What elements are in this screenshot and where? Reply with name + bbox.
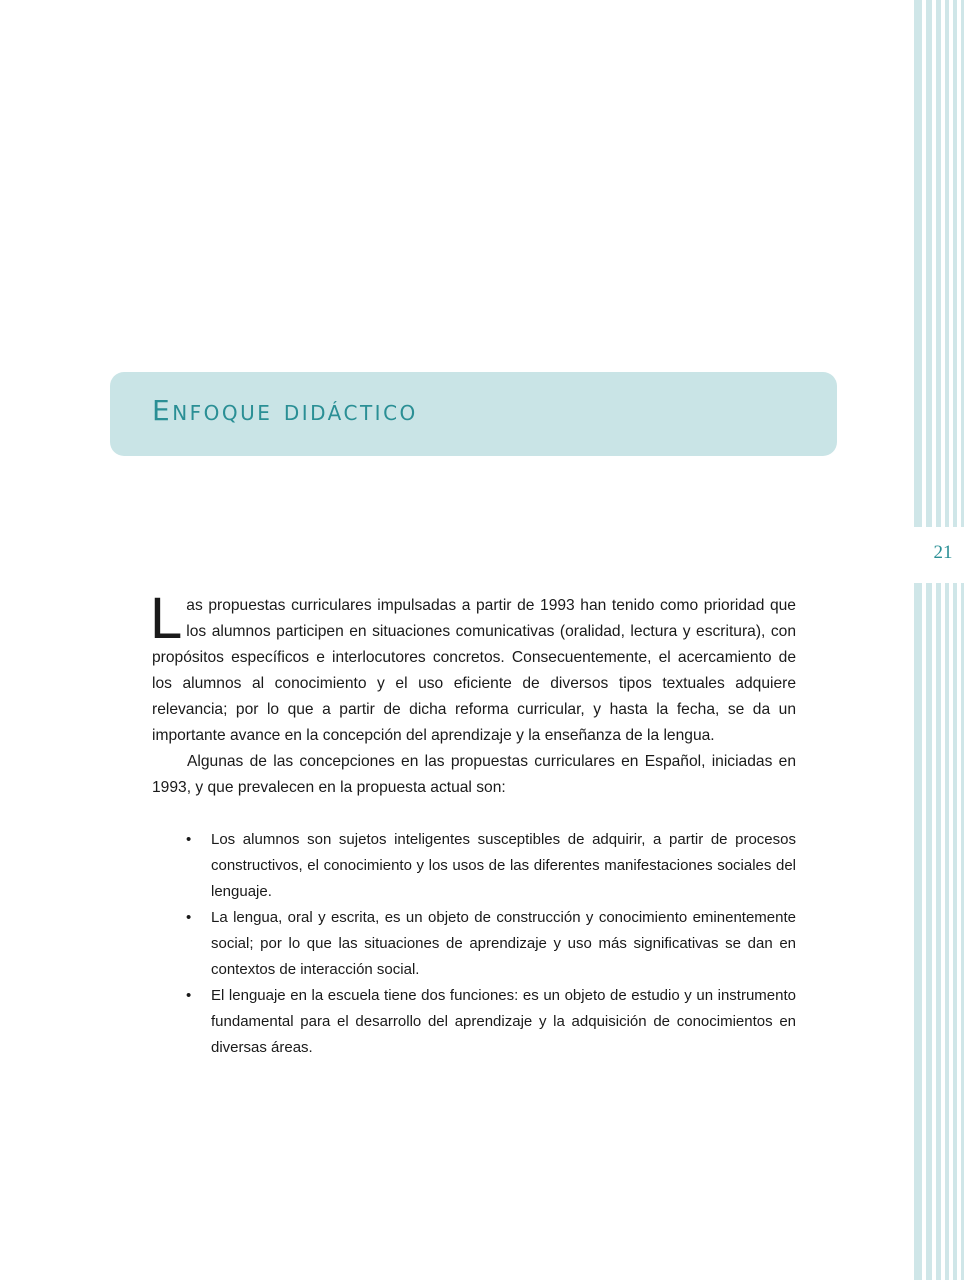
bullet-icon: • [186, 987, 192, 1004]
list-item [152, 827, 796, 905]
side-stripe [926, 0, 932, 1280]
list-item [152, 905, 796, 983]
section-title-banner [110, 372, 837, 456]
intro-paragraph-text: as propuestas curriculares impulsadas a partir de 1993 han tenido como prioridad que los alumnos participen en situaciones comunicativas (oralidad, lectura y escritura), con propósitos específicos e interlocutores concretos. Consecuentemente, el acercamiento de los alumnos al conocimiento y el uso eficiente de diversos tipos textuales adquiere relevancia; por lo que a partir de dicha reforma curricular, y hasta la fecha, se da un importante avance en la concepción del aprendizaje y la enseñanza de la lengua. [152, 597, 796, 744]
side-stripe [953, 0, 957, 1280]
intro-paragraph [150, 586, 796, 749]
bullet-icon: • [186, 909, 192, 926]
list-item [152, 983, 796, 1061]
side-stripe [945, 0, 949, 1280]
page-number: 21 [933, 542, 953, 563]
body-text [150, 586, 796, 1061]
side-stripe [914, 0, 922, 1280]
drop-cap: L [150, 586, 183, 651]
decorative-side-stripes [912, 0, 972, 1280]
section-title: Enfoque didáctico [152, 394, 418, 427]
list-item-text: Los alumnos son sujetos inteligentes susceptibles de adquirir, a partir de procesos constructivos, el conocimiento y los usos de las diferentes manifestaciones sociales del lenguaje. [211, 831, 796, 900]
second-paragraph: Algunas de las concepciones en las propuestas curriculares en Español, iniciadas en 1993, y que prevalecen en la propuesta actual son: [152, 753, 796, 796]
bullet-icon: • [186, 831, 192, 848]
side-stripe [961, 0, 964, 1280]
concept-list [152, 827, 796, 1061]
list-item-text: El lenguaje en la escuela tiene dos funciones: es un objeto de estudio y un instrumento fundamental para el desarrollo del aprendizaje y la adquisición de conocimientos en diversas áreas. [211, 987, 796, 1056]
side-stripe [936, 0, 941, 1280]
list-item-text: La lengua, oral y escrita, es un objeto de construcción y conocimiento eminentemente social; por lo que las situaciones de aprendizaje y uso más significativas se dan en contextos de interacción social. [211, 909, 796, 978]
